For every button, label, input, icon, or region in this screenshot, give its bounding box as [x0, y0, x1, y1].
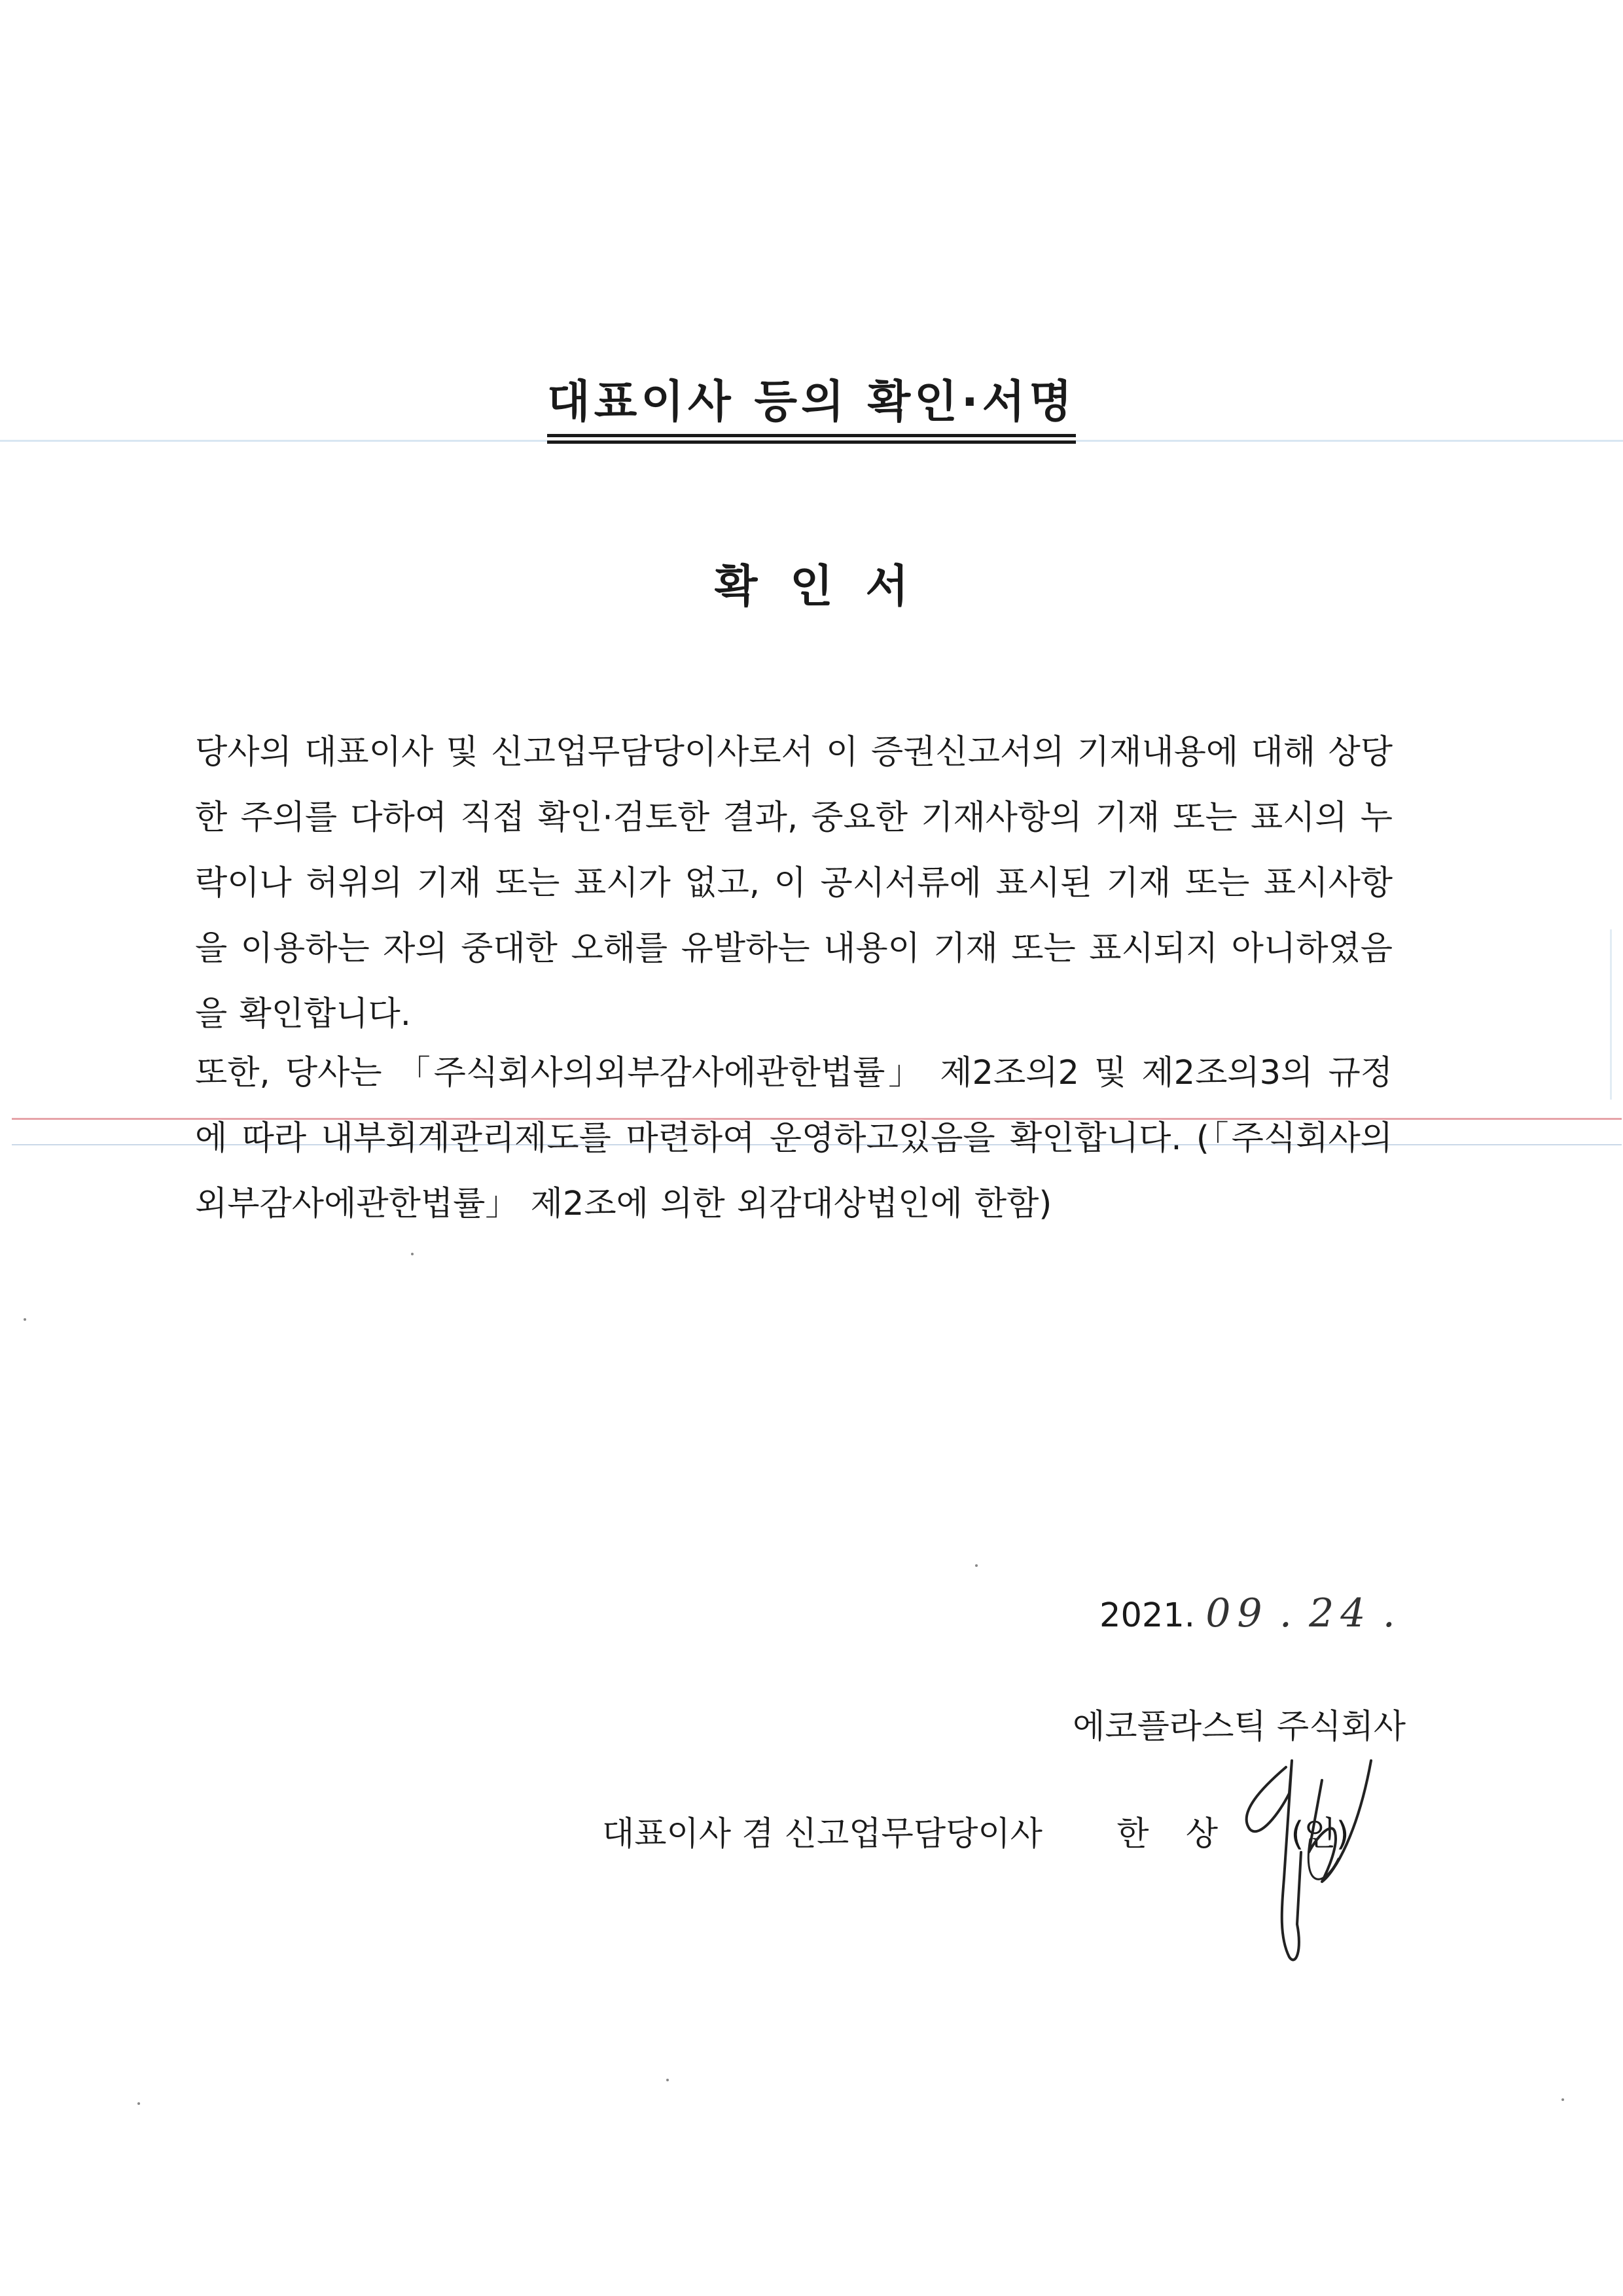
signing-date: [1099, 1590, 1402, 1636]
date-end: .: [1382, 1590, 1402, 1636]
date-separator: .: [1279, 1590, 1298, 1636]
handwritten-signature: [1224, 1741, 1394, 1990]
seal-mark: (인): [1291, 1815, 1349, 1854]
document-title: 대표이사 등의 확인·서명: [547, 367, 1076, 437]
scan-artifact-line: [1610, 929, 1612, 1100]
company-name: 에코플라스틱 주식회사: [1073, 1708, 1406, 1746]
scan-speck: [411, 1253, 414, 1255]
document-subtitle: 확 인 서: [714, 561, 909, 613]
scan-speck: [24, 1318, 26, 1321]
date-year: 2021.: [1099, 1596, 1196, 1635]
scan-speck: [666, 2079, 669, 2081]
confirmation-paragraph: 당사의 대표이사 및 신고업무담당이사로서 이 증권신고서의 기재내용에 대해 상당한 주의를 다하여 직접 확인·검토한 결과, 중요한 기재사항의 기재 또는 표시의 누락이나 허위의 기재 또는 표시가 없고, 이 공시서류에 표시된 기재 또는 표시사항을 이용하는 자의 중대한 오해를 유발하는 내용이 기재 또는 표시되지 아니하였음을 확인합니다.: [195, 733, 1393, 1033]
scan-artifact-line: [0, 440, 1623, 442]
scan-speck: [975, 1564, 978, 1567]
document-title-container: [0, 367, 1623, 437]
signer-name: 한 상: [1116, 1815, 1218, 1854]
signer-title: 대표이사 겸 신고업무담당이사: [602, 1815, 1043, 1854]
scan-speck: [137, 2102, 140, 2105]
date-month-handwritten: 09: [1205, 1590, 1269, 1636]
scan-speck: [1561, 2098, 1564, 2101]
internal-control-paragraph: 또한, 당사는 「주식회사의외부감사에관한법률」 제2조의2 및 제2조의3의 규정에 따라 내부회계관리제도를 마련하여 운영하고있음을 확인합니다. (「주식회사의외부감사에관한법률」 제2조에 의한 외감대상법인에 한함): [195, 1054, 1393, 1223]
date-day-handwritten: 24: [1309, 1590, 1372, 1636]
